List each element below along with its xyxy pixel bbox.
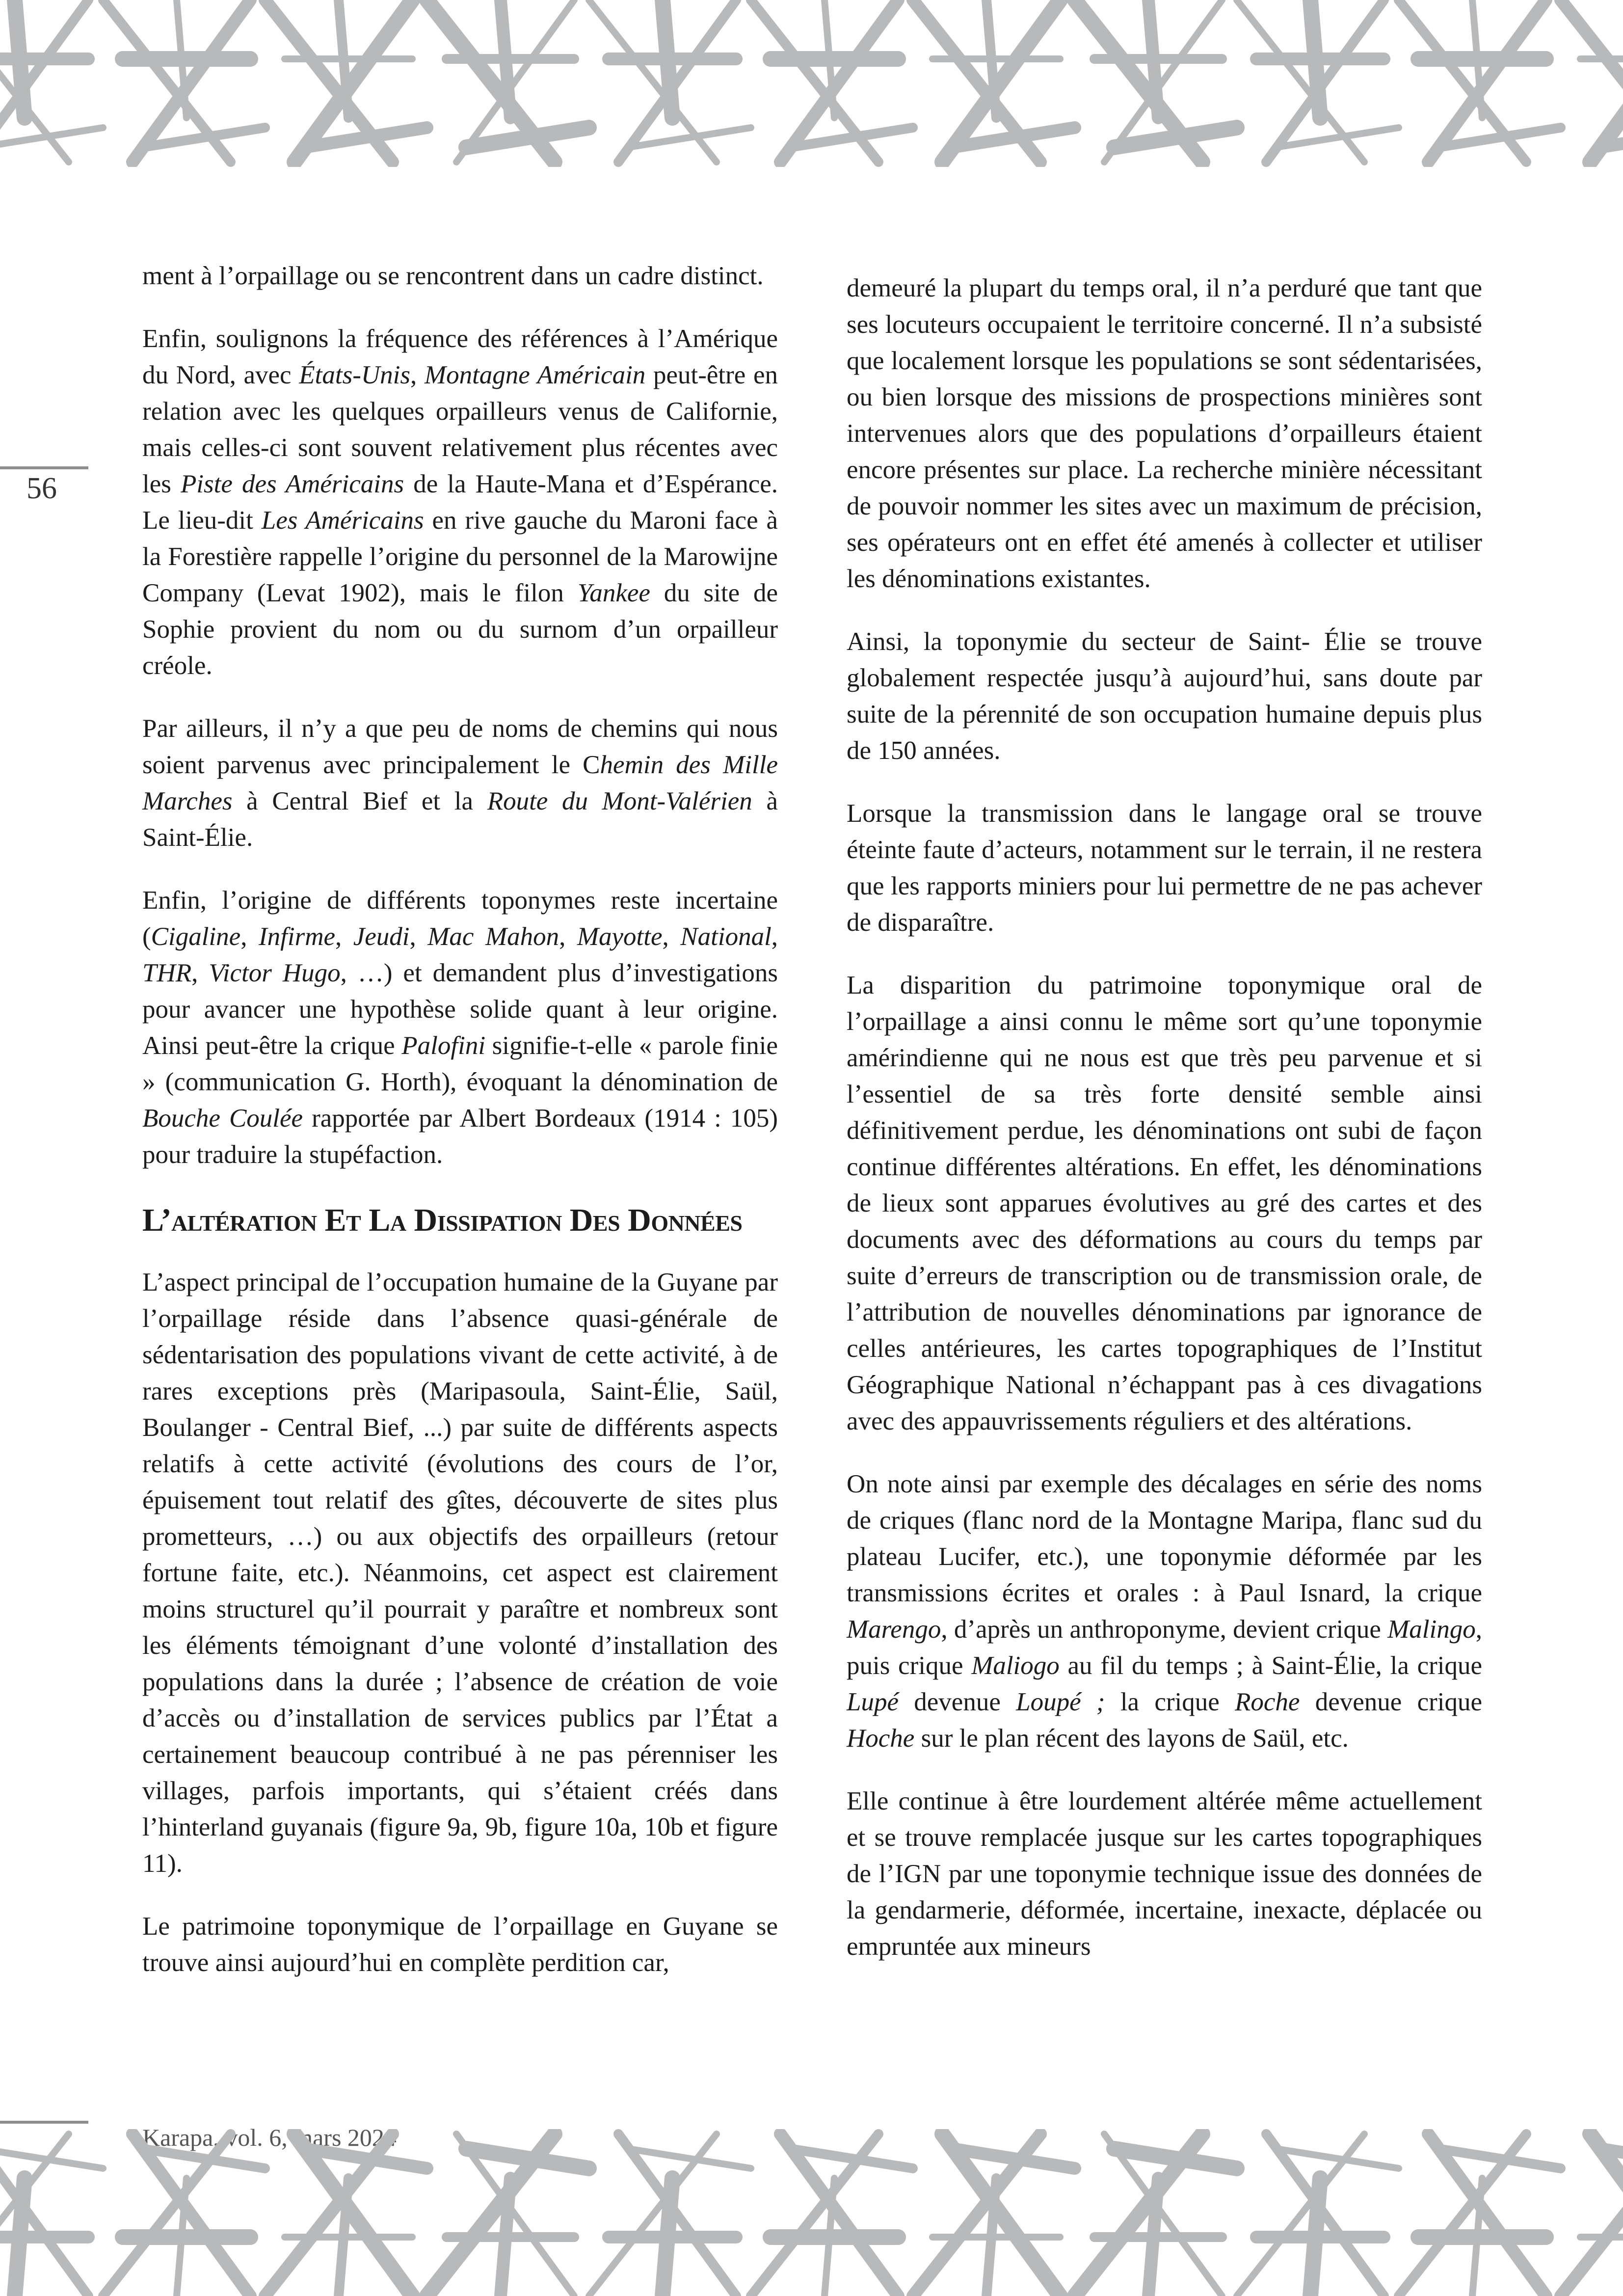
text-run: rapportée par Albert Bordeaux (1914 : 105) pour traduire la stupéfaction.: [142, 1104, 778, 1169]
text-run: devenue crique: [1300, 1688, 1483, 1716]
italic-term: Mayotte: [577, 922, 663, 951]
text-run: peut-être en relation avec les quelques orpailleurs venus de Californie, mais celles-ci sont souvent relativement plus récentes avec les: [142, 361, 778, 498]
text-run: au fil du temps ; à Saint-Élie, la crique: [1059, 1651, 1482, 1680]
band-stroke: [1310, 0, 1320, 118]
text-run: ,: [335, 922, 353, 951]
footer-pattern-graphic: [0, 2129, 1623, 2296]
paragraph: [847, 623, 1482, 769]
paragraph: [847, 1466, 1482, 1756]
italic-term: Montagne Américain: [424, 361, 646, 389]
text-run: ,: [409, 922, 428, 951]
text-run: signifie-t-elle « parole finie » (communication G. Horth), évoquant la dénomination de: [142, 1031, 778, 1096]
band-stroke: [1310, 2178, 1320, 2296]
band-stroke: [466, 128, 589, 147]
italic-term: Loupé ;: [1016, 1688, 1105, 1716]
paragraph: [847, 795, 1482, 941]
text-run: ,: [559, 922, 577, 951]
text-run: Enfin, soulignons la fréquence des références à l’Amérique du Nord, avec: [142, 324, 778, 389]
paragraph: [142, 258, 778, 294]
text-run: ment à l’orpaillage ou se rencontrent dans un cadre distinct.: [142, 262, 764, 290]
header-decoration: [0, 0, 1623, 167]
italic-term: Infirme: [258, 922, 335, 951]
italic-term: Marengo: [847, 1615, 941, 1644]
italic-term: hemin des Mille Marches: [142, 751, 778, 815]
text-run: On note ainsi par exemple des décalages en série des noms de criques (flanc nord de la Montagne Maripa, flanc sud du plateau Lucifer, etc.), une toponymie déformée par les transmissions écrites et orales : à Paul Isnard, la crique: [847, 1470, 1482, 1607]
text-run: devenue: [899, 1688, 1016, 1716]
text-run: Par ailleurs, il n’y a que peu de noms de chemins qui nous soient parvenus avec principalement le C: [142, 714, 778, 779]
right-column: [847, 270, 1482, 1991]
band-stroke: [1114, 2149, 1237, 2168]
text-run: la crique: [1105, 1688, 1235, 1716]
italic-term: Route du Mont-Valérien: [487, 787, 752, 815]
italic-term: Les Américains: [261, 506, 424, 535]
text-run: ,: [771, 922, 778, 951]
italic-term: National: [680, 922, 772, 951]
text-run: à Saint-Élie.: [142, 787, 778, 852]
text-run: , …) et demandent plus d’investigations pour avancer une hypothèse solide quant à leur origine. Ainsi peut-être la crique: [142, 959, 778, 1060]
paragraph: [142, 882, 778, 1173]
italic-term: Cigaline: [151, 922, 241, 951]
text-run: en rive gauche du Maroni face à la Forestière rappelle l’origine du personnel de la Marowijne Company (Levat 1902), mais le filon: [142, 506, 778, 607]
italic-term: THR: [142, 959, 192, 987]
section-heading: L’altération Et La Dissipation Des Données: [142, 1202, 743, 1238]
footer-rule: [0, 2121, 88, 2124]
band-stroke: [15, 0, 25, 118]
header-pattern-graphic: [0, 0, 1623, 167]
italic-term: Jeudi: [353, 922, 410, 951]
text-run: , puis crique: [847, 1615, 1482, 1680]
paragraph: [847, 270, 1482, 597]
text-run: ,: [240, 922, 259, 951]
text-run: La disparition du patrimoine toponymique oral de l’orpaillage a ainsi connu le même sort qu’une toponymie amérindienne qui ne nous est que très peu parvenue et si l’essentiel de sa très forte densité semble ainsi définitivement perdue, les dénominations ont subi de façon continue différentes altérations. En effet, les dénominations de lieux sont apparues évolutives au gré des cartes et des documents avec des déformations au cours du temps par suite d’erreurs de transcription ou de transmission orale, de l’attribution de nouvelles dénominations par ignorance de celles antérieures, les cartes topographiques de l’Institut Géographique National n’échappant pas à ces divagations avec des appauvrissements réguliers et des altérations.: [847, 971, 1482, 1435]
text-run: ,: [410, 361, 425, 389]
text-run: demeuré la plupart du temps oral, il n’a perduré que tant que ses locuteurs occupaient le territoire concerné. Il n’a subsisté que localement lorsque les populations se sont sédentarisées, ou bien lorsque des missions de prospections minières sont intervenues alors que des populations d’orpailleurs étaient encore présentes sur place. La recherche minière nécessitant de pouvoir nommer les sites avec un maximum de précision, ses opérateurs ont en effet été amenés à collecter et utiliser les dénominations existantes.: [847, 274, 1482, 593]
italic-term: Victor Hugo: [209, 959, 341, 987]
left-column: [142, 258, 778, 2007]
page-number: 56: [27, 472, 57, 505]
text-run: Enfin, l’origine de différents toponymes reste incertaine (: [142, 886, 778, 951]
text-run: Elle continue à être lourdement altérée même actuellement et se trouve remplacée jusque sur les cartes topographiques de l’IGN par une toponymie technique issue des données de la gendarmerie, déformée, incertaine, inexacte, déplacée ou empruntée aux mineurs: [847, 1787, 1482, 1961]
italic-term: Yankee: [577, 579, 650, 607]
band-stroke: [663, 0, 672, 118]
text-run: ,: [191, 959, 209, 987]
band-stroke: [466, 2149, 589, 2168]
italic-term: Malingo: [1387, 1615, 1476, 1644]
text-run: Lorsque la transmission dans le langage oral se trouve éteinte faute d’acteurs, notamment sur le terrain, il ne restera que les rapports miniers pour lui permettre de ne pas achever de disparaître.: [847, 799, 1482, 937]
italic-term: Palofini: [401, 1031, 486, 1060]
text-run: L’aspect principal de l’occupation humaine de la Guyane par l’orpaillage réside dans l’absence quasi-générale de sédentarisation des populations vivant de cette activité, à de rares exceptions près (Maripasoula, Saint-Élie, Saül, Boulanger - Central Bief, ...) par suite de différents aspects relatifs à cette activité (évolutions des cours de l’or, épuisement tout relatif des gîtes, découverte de sites plus prometteurs, …) ou aux objectifs des orpailleurs (retour fortune faite, etc.). Néanmoins, cet aspect est clairement moins structurel qu’il pourrait y paraître et nombreux sont les éléments témoignant d’une volonté d’installation des populations dans la durée ; l’absence de création de voie d’accès ou d’installation de services publics par l’État a certainement beaucoup contribué à ne pas pérenniser les villages, parfois importants, qui s’étaient créés dans l’hinterland guyanais (figure 9a, 9b, figure 10a, 10b et figure 11).: [142, 1268, 778, 1878]
italic-term: Roche: [1235, 1688, 1300, 1716]
italic-term: Lupé: [847, 1688, 899, 1716]
text-run: ,: [662, 922, 681, 951]
band-stroke: [15, 2178, 25, 2296]
italic-term: Bouche Coulée: [142, 1104, 303, 1133]
text-run: de la Haute-Mana et d’Espérance. Le lieu-dit: [142, 470, 778, 535]
paragraph: [847, 1783, 1482, 1965]
italic-term: États-Unis: [299, 361, 410, 389]
text-run: sur le plan récent des layons de Saül, etc.: [914, 1724, 1349, 1753]
paragraph: [142, 1908, 778, 1981]
italic-term: Mac Mahon: [427, 922, 559, 951]
italic-term: Piste des Américains: [180, 470, 404, 498]
text-run: à Central Bief et la: [232, 787, 487, 815]
text-run: Le patrimoine toponymique de l’orpaillage en Guyane se trouve ainsi aujourd’hui en complète perdition car,: [142, 1912, 778, 1977]
text-run: du site de Sophie provient du nom ou du surnom d’un orpailleur créole.: [142, 579, 778, 680]
text-run: Ainsi, la toponymie du secteur de Saint- Élie se trouve globalement respectée jusqu’à aujourd’hui, sans doute par suite de la pérennité de son occupation humaine depuis plus de 150 années.: [847, 627, 1482, 765]
page-number-rule: [0, 466, 88, 469]
band-stroke: [1114, 128, 1237, 147]
italic-term: Hoche: [847, 1724, 915, 1753]
paragraph: [847, 967, 1482, 1439]
paragraph: [142, 1264, 778, 1882]
band-stroke: [663, 2178, 672, 2296]
paragraph: [142, 321, 778, 684]
text-run: , d’après un anthroponyme, devient crique: [941, 1615, 1388, 1644]
footer-decoration: [0, 2129, 1623, 2296]
paragraph: [142, 710, 778, 856]
italic-term: Maliogo: [971, 1651, 1060, 1680]
footer-journal-citation: Karapa, vol. 6, mars 2024: [142, 2124, 397, 2151]
